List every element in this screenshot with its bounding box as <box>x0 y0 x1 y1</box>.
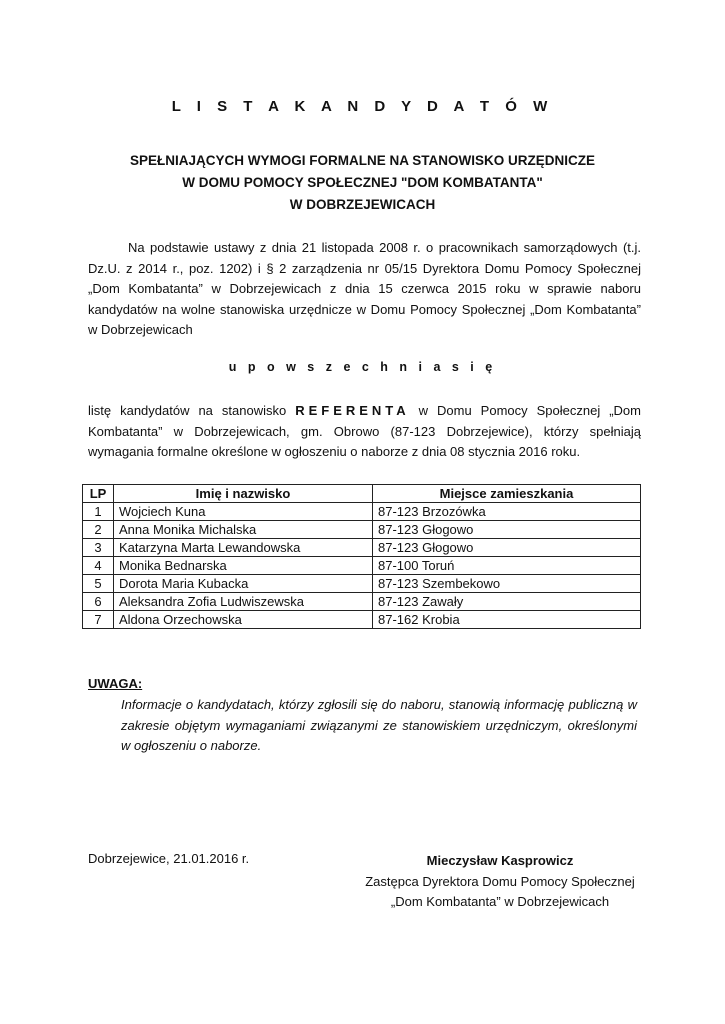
subtitle-line: W DOMU POMOCY SPOŁECZNEJ "DOM KOMBATANTA" <box>182 175 543 190</box>
note-text: Informacje o kandydatach, którzy zgłosili się do naboru, stanowią informację publiczną w zakresie objętym wymaganiami związanymi ze stanowiskiem urzędniczym, określonymi w ogłoszeniu o naborze. <box>121 697 637 753</box>
cell-address: 87-162 Krobia <box>373 611 641 629</box>
header-name: Imię i nazwisko <box>114 485 373 503</box>
table-row <box>83 593 641 611</box>
cell-address: 87-123 Głogowo <box>373 539 641 557</box>
announce-line: u p o w s z e c h n i a s i ę <box>228 360 497 374</box>
cell-name: Aldona Orzechowska <box>114 611 373 629</box>
cell-name: Dorota Maria Kubacka <box>114 575 373 593</box>
note-heading: UWAGA: <box>88 676 143 691</box>
table-row <box>83 539 641 557</box>
header-lp: LP <box>83 485 114 503</box>
cell-address: 87-123 Brzozówka <box>373 503 641 521</box>
signer-role: Zastępca Dyrektora Domu Pomocy Społecznej <box>365 873 635 889</box>
cell-name: Anna Monika Michalska <box>114 521 373 539</box>
signer-org: „Dom Kombatanta” w Dobrzejewicach <box>390 894 610 909</box>
cell-name: Monika Bednarska <box>114 557 373 575</box>
cell-lp: 5 <box>83 575 114 593</box>
cell-lp: 3 <box>83 539 114 557</box>
document-title: L I S T A K A N D Y D A T Ó W <box>171 98 554 115</box>
body-after: w Domu Pomocy Społecznej „Dom Kombatanta” w Dobrzejewicach, gm. Obrowo (87-123 Dobrzejewice), którzy spełniają wymagania formalne określone w ogłoszeniu o naborze z dnia 08 stycznia 2016 roku. <box>88 403 641 459</box>
place-date: Dobrzejewice, 21.01.2016 r. <box>88 851 250 866</box>
table-header-row <box>83 485 641 503</box>
body-before: listę kandydatów na stanowisko <box>88 403 287 418</box>
cell-address: 87-123 Zawały <box>373 593 641 611</box>
cell-lp: 7 <box>83 611 114 629</box>
cell-address: 87-100 Toruń <box>373 557 641 575</box>
cell-lp: 4 <box>83 557 114 575</box>
document-subtitle <box>0 150 725 216</box>
cell-lp: 1 <box>83 503 114 521</box>
table-row <box>83 557 641 575</box>
subtitle-line: SPEŁNIAJĄCYCH WYMOGI FORMALNE NA STANOWISKO URZĘDNICZE <box>130 153 595 168</box>
table-row <box>83 503 641 521</box>
table-row <box>83 575 641 593</box>
cell-lp: 6 <box>83 593 114 611</box>
cell-name: Wojciech Kuna <box>114 503 373 521</box>
header-address: Miejsce zamieszkania <box>373 485 641 503</box>
table-row <box>83 611 641 629</box>
cell-name: Aleksandra Zofia Ludwiszewska <box>114 593 373 611</box>
position-name: REFERENTA <box>295 403 410 418</box>
body-paragraph <box>88 401 641 463</box>
signature-block <box>340 851 660 913</box>
cell-address: 87-123 Szembekowo <box>373 575 641 593</box>
table-row <box>83 521 641 539</box>
signer-name: Mieczysław Kasprowicz <box>426 853 574 868</box>
intro-paragraph: Na podstawie ustawy z dnia 21 listopada 2008 r. o pracownikach samorządowych (t.j. Dz.U. z 2014 r., poz. 1202) i § 2 zarządzenia nr 05/15 Dyrektora Domu Pomocy Społecznej „Dom Kombatanta” w Dobrzejewicach z dnia 15 czerwca 2015 roku w sprawie naboru kandydatów na wolne stanowiska urzędnicze w Domu Pomocy Społecznej „Dom Kombatanta” w Dobrzejewicach <box>88 240 641 337</box>
cell-address: 87-123 Głogowo <box>373 521 641 539</box>
candidates-table <box>82 484 641 629</box>
subtitle-line: W DOBRZEJEWICACH <box>289 197 436 212</box>
cell-lp: 2 <box>83 521 114 539</box>
cell-name: Katarzyna Marta Lewandowska <box>114 539 373 557</box>
